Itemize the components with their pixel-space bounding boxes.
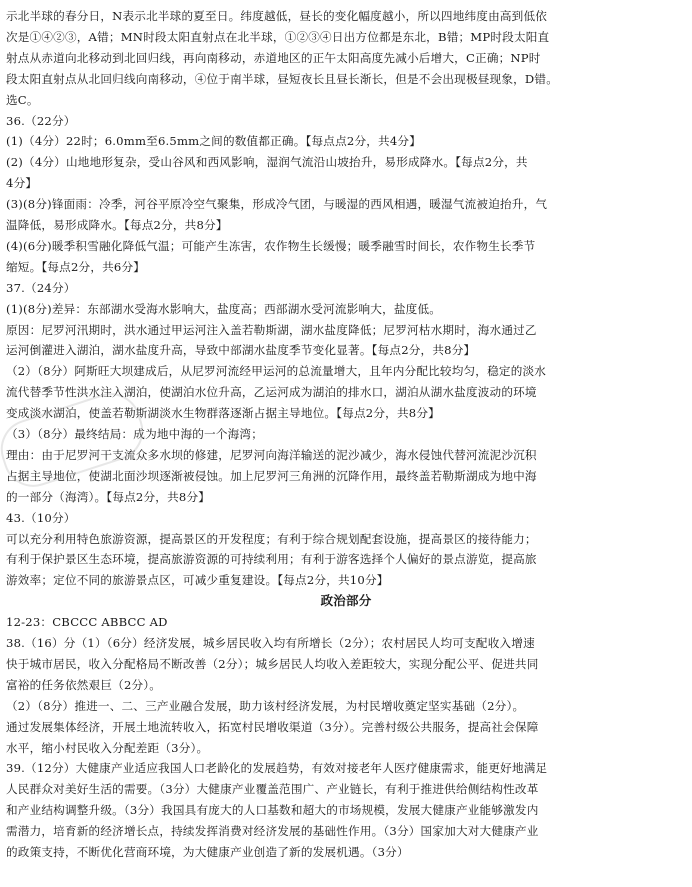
text-line: (2)（4分）山地地形复杂，受山谷风和西风影响，湿润气流沿山坡抬升，易形成降水。【每点2分，共 (6, 155, 528, 170)
text-line: 人民群众对美好生活的需要。（3分）大健康产业覆盖范围广、产业链长，有利于推进供给侧结构性改革 (6, 782, 539, 797)
text-line: 43.（10分） (6, 510, 76, 525)
text-line: 和产业结构调整升级。（3分）我国具有庞大的人口基数和超大的市场规模，发展大健康产业能够激发内 (6, 803, 539, 818)
text-line: 温降低，易形成降水。【每点2分，共8分】 (6, 218, 228, 232)
text-line: 流代替季节性洪水注入湖泊，使湖泊水位升高，乙运河成为湖泊的排水口，湖泊从湖水盐度波动的环境 (6, 385, 537, 400)
text-line: (1)(8分)差异：东部湖水受海水影响大，盐度高；西部湖水受河流影响大，盐度低。 (6, 301, 442, 316)
text-line: （2）（8分）推进一、二、三产业融合发展，助力该村经济发展，为村民增收奠定坚实基础（2分）。 (6, 698, 525, 713)
text-line: 有利于保护景区生态环境，提高旅游资源的可持续利用；有利于游客选择个人偏好的景点游览，提高旅 (6, 552, 537, 567)
text-line: 通过发展集体经济，开展土地流转收入，拓宽村民增收渠道（3分）。完善村级公共服务，提高社会保障 (6, 719, 539, 734)
text-line: 示北半球的春分日，N表示北半球的夏至日。纬度越低，昼长的变化幅度越小，所以四地纬度由高到低依 (6, 9, 548, 23)
text-line: 选C。 (6, 92, 39, 107)
text-line: 缩短。【每点2分，共6分】 (6, 259, 146, 274)
text-line: 的政策支持，不断优化营商环境，为大健康产业创造了新的发展机遇。（3分） (6, 845, 409, 859)
text-line: （3）（8分）最终结局：成为地中海的一个海湾； (6, 427, 264, 441)
text-line: 的一部分（海湾）。【每点2分，共8分】 (6, 489, 211, 504)
text-line: (1)（4分）22时；6.0mm至6.5mm之间的数值都正确。【每点点2分，共4分】 (6, 134, 422, 149)
text-line: 可以充分利用特色旅游资源，提高景区的开发程度；有利于综合规划配套设施，提高景区的接待能力； (6, 531, 537, 546)
text-line: 射点从赤道向北移动到北回归线，再向南移动，赤道地区的正午太阳高度先减小后增大，C正确；NP时 (6, 50, 541, 65)
text-line: 4分】 (6, 176, 38, 191)
text-line: 运河倒灌进入湖泊，湖水盐度升高，导致中部湖水盐度季节变化显著。【每点2分，共8分】 (6, 343, 476, 358)
text-line: 快于城市居民，收入分配格局不断改善（2分）；城乡居民人均收入差距较大，实现分配公平、促进共同 (6, 656, 539, 671)
text-line: 12-23：CBCCC ABBCC AD (6, 615, 168, 630)
text-line: 占据主导地位，使湖北面沙坝逐渐被侵蚀。加上尼罗河三角洲的沉降作用，最终盖若勒斯湖成为地中海 (6, 468, 537, 483)
text-line: 富裕的任务依然艰巨（2分）。 (6, 677, 162, 692)
text-line: 游效率；定位不同的旅游景点区，可减少重复建设。【每点2分，共10分】 (6, 573, 389, 588)
text-line: 段太阳直射点从北回归线向南移动，④位于南半球，昼短夜长且昼长渐长，但是不会出现极昼现象，D错。 (6, 71, 559, 86)
text-line: （2）（8分）阿斯旺大坝建成后，从尼罗河流经甲运河的总流量增大，且年内分配比较均匀，稳定的淡水 (6, 364, 547, 379)
text-line: 原因：尼罗河汛期时，洪水通过甲运河注入盖若勒斯湖，湖水盐度降低；尼罗河枯水期时，海水通过乙 (6, 322, 537, 337)
text-line: 变成淡水湖泊，使盖若勒斯湖淡水生物群落逐渐占据主导地位。【每点2分，共8分】 (6, 406, 440, 421)
text-line: (3)(8分)锋面雨：冷季，河谷平原冷空气聚集，形成冷气团，与暖湿的西风相遇，暖湿气流被迫抬升，气 (6, 197, 548, 212)
text-line: 次是①④②③，A错；MN时段太阳直射点在北半球，①②③④日出方位都是东北，B错；MP时段太阳直 (6, 29, 550, 44)
text-line: (4)(6分)暖季积雪融化降低气温；可能产生冻害，农作物生长缓慢；暖季融雪时间长，农作物生长季节 (6, 238, 536, 253)
text-line: 38.（16）分（1）（6分）经济发展，城乡居民收入均有所增长（2分）；农村居民人均可支配收入增速 (6, 636, 535, 650)
text-line: 理由：由于尼罗河干支流众多水坝的修建，尼罗河向海洋输送的泥沙减少，海水侵蚀代替河流泥沙沉积 (6, 447, 537, 462)
section-title: 政治部分 (320, 593, 372, 609)
text-line: 水平，缩小村民收入分配差距（3分）。 (6, 740, 209, 755)
text-line: 36.（22分） (6, 113, 76, 128)
text-line: 39.（12分）大健康产业适应我国人口老龄化的发展趋势，有效对接老年人医疗健康需求，能更好地满足 (6, 761, 548, 776)
text-line: 需潜力，培育新的经济增长点，持续发挥消费对经济发展的基础性作用。（3分）国家加大对大健康产业 (6, 824, 539, 839)
text-line: 37.（24分） (6, 280, 76, 295)
